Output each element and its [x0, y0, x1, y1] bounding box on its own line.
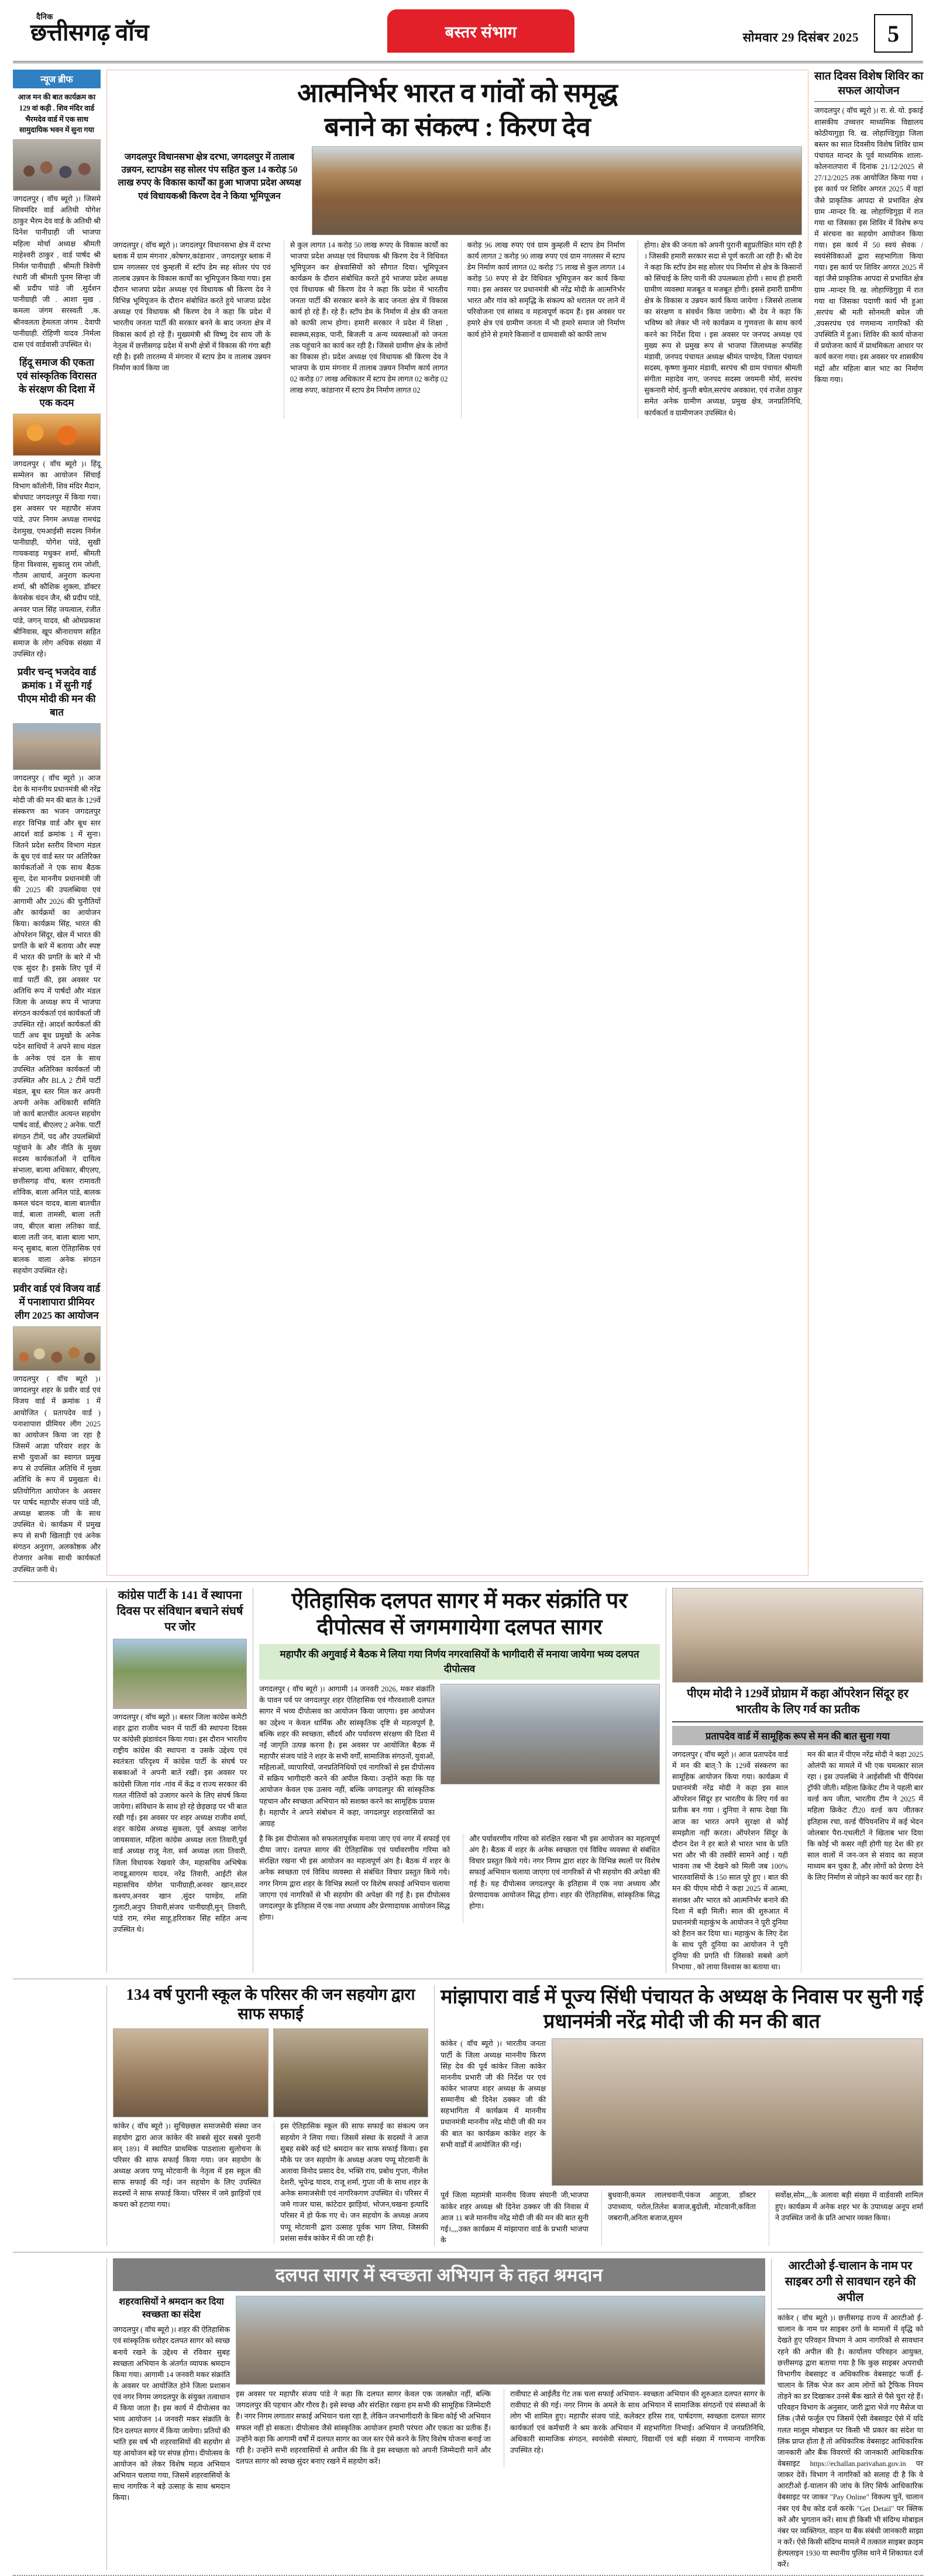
- section-tab: [387, 9, 574, 53]
- shramdan-col-2: इस अवसर पर महापौर संजय पांडे ने कहा कि दलपत सागर केवल एक जलस्रोत नहीं, बल्कि जगदलपुर की पहचान और गौरव है। इसे स्वच्छ और संरक्षित रखना हम सभी की सामूहिक जिम्मेदारी है। नगर निगम लगातार सफाई अभियान चला रहा है, लेकिन जनभागीदारी के बिना कोई भी अभियान सफल नहीं हो सकता। दीपोत्सव जैसे सांस्कृतिक आयोजन हमारी परंपरा और एकता का प्रतीक हैं। उन्होंने कहा कि आगामी वर्षों में दलपत सागर का जल स्तर ऐसे करने के लिए विशेष योजना बनाई जा रही है। उन्होंने सभी शहरवासियों से अपील की कि वे इस स्वच्छता को अपनी जिम्मेदारी मानें और दलपत सागर को स्वच्छ सुंदर बनाए रखने में सहयोग करें।: [236, 2390, 491, 2465]
- story-dalpat: [253, 1588, 666, 1973]
- story-sindhi: [434, 1985, 923, 2246]
- rto-headline: आरटीओ ई-चालान के नाम पर साइबर ठगी से सावधान रहने की अपील: [784, 2259, 916, 2305]
- logo-small-text: दैनिक: [36, 12, 53, 21]
- news-brief-photo-4: [13, 1326, 101, 1371]
- rto-body: कांकेर ( वॉच ब्यूरो )। छत्तीसगढ़ राज्य में आरटीओ ई-चालान के नाम पर साइबर ठगों के मामलों में वृद्धि को देखते हुए परिवहन विभाग ने आम नागरिकों से सावधान रहने की अपील की है। कार्यालय परिवहन आयुक्त, छत्तीसगढ़ द्वारा बताया गया है कि कुछ साइबर अपराधी विभागीय वेबसाइट व अधिकारिक वेबसाइट फर्जी ई-चालान के लिंक भेज कर आम लोगों को ट्रैफिक नियम तोड़ने का डर दिखाकर उनसे बैंक खाते से पैसे चुरा रहे हैं। परिवहन विभाग के अनुसार, जारी द्वारा भेजे गए मैसेज या लिंक (जैसे फर्जुल एप जिसमें ऐसी वेबसाइट ऐसे में यदि गलत मालूम मोबाइल पर किसी भी प्रकार का संदेश या लिंक प्राप्त होता है तो अधिकारिक वेबसाइट आधिकारिक जानकारी और बैंक विवरणों की जानकारी आधिकारिक वेबसाइट https://echallan.parivahan.gov.in पर जाकर देवें। विभाग ने नागरिकों को सलाह दी है कि वे आरटीओ ई-चालान की जांच के लिए सिर्फ आधिकारिक वेबसाइट पर जाकर "Pay Online" विकल्प चुनें, चालान नंबर एवं वैध कोड दर्ज करके "Get Detail" पर क्लिक करें और भुगतान करें। साथ ही किसी भी संदिग्ध मोबाइल नंबर पर व्यक्तिगत, वाहन या बैंक संबंधी जानकारी साझा न करें। ऐसे किसी संदिग्ध मामले में तत्काल साइबर क्राइम हेल्पलाइन 1930 या स्थानीय पुलिस थाने में शिकायत दर्ज करें।: [777, 2314, 923, 2569]
- modi-headline: पीएम मोदी ने 129वें प्रोग्राम में कहा ऑपरेशन सिंदूर हर भारतीय के लिए गर्व का प्रतीक: [687, 1687, 909, 1716]
- main-story-col-3: करोड़ 96 लाख रुपए एवं ग्राम कुम्हली में स्टाप डेम निर्माण कार्य लागत 2 करोड़ 90 लाख रुपए एवं ग्राम नगलसर में स्टाप डेम निर्माण कार्य लागत 02 करोड़ 75 लाख से कुल लागत 14 करोड़ 50 रुपए से ढेर विधिवत भूमिपूजन कर कार्य किया गया। इस अवसर पर प्रधानमंत्री श्री नरेंद्र मोदी के आत्मनिर्भर भारत और गांव को समृद्धि के संकल्प को धरातल पर लाने में परिवोजना एवं सांसद व महत्वपूर्ण कदम हैं। इस अवसर पर हमारे क्षेत्र एवं ग्रामीण जनता में भी हमारे समाज जो निर्माण कार्य होने से हमारे किसानों व ग्रामवासी को काफी लाभ: [461, 240, 631, 419]
- main-story: [106, 70, 808, 1576]
- right-sidebar-body: जगदलपुर ( वॉच ब्यूरो )। रा. से. यो. इकाई शासकीय उच्चत्तर माध्यमिक विद्यालय कोठीयागुड़ा वि. ख. लोहाण्डिगुड़ा जिला बस्तर का सात दिवसीय विशेष शिविर ग्राम पंचायत मान्दर के पूर्व माध्यमिक शाला-कोलनातपारा में दिनांक 21/12/2025 से 27/12/2025 तक आयोजित किया गया । इस कार्य पर शिविर अगरत 2025 में वहां जैसे प्राकृतिक आपदा से प्रभावित क्षेत्र ग्राम -मान्दर वि. ख. लोहाण्डिगुड़ा में रात गया था जिसका इस शिविर में विशेष रूप में संरचना का सहयोग आयोजन किया गया। इस कार्य में 50 स्वयं सेवक /स्वयंसेविकाओं द्वारा सहभागिता किया गया। इस कार्य पर शिविर अगरत 2025 में वहां जैसे प्राकृतिक आपदा से प्रभावित क्षेत्र ग्राम -मान्दर वि. ख. लोहाण्डिगुड़ा में रात गया था जिसका पदाणी कार्य भी हुआ ,सरपंच श्री मती सोनमती बघेल जी ,उपसरपंच एवं गणमान्य नागरिकों की उपस्थिति में हुआ। शिविर की कार्य योजना में प्रयोजना कार्य में प्राथमिकता आधार पर कार्य करना गया। इस अवसर पर शासकीय मंद्रों और महिला बाल भाट का निर्माण किया गया।: [814, 106, 923, 384]
- dateline: सोमवार 29 दिसंबर 2025: [742, 30, 859, 44]
- section-tab-label: बस्तर संभाग: [445, 23, 517, 41]
- story-rto: [771, 2258, 923, 2570]
- newspaper-logo: [30, 13, 206, 45]
- school-col-2: इस ऐतिहासिक स्कूल की साफ सफाई का संकल्प जन सहयोग ने लिया गया। जिसमें संस्था के सदस्यों ने आज सुबह सबेरे कई घंटे श्रमदान कर साफ सफाई किया। इस मौके पर जन सहयोग के अध्यक्ष अजय पप्पू मोटवानी के अलावा विनोद प्रसाद देव, भक्ति राय, प्रबोध गुप्ता, नीलेश देशरी, भूपेन्द्र यादव, राजू शर्मा, गुप्ता जी के साथ शहर के अनेक समाजसेवी एवं नागरिकगण उपस्थित थे। परिसर में जमे गाजर घास, कांटेदार झाड़ियां, भोजन,चखना इत्यादि परिसर में हो फेंक गए थे। जन सहयोग के अध्यक्ष अजय पप्पू मोटवानी द्वारा उत्साह पूर्वक भाग लिया, जिसकी प्रशंसा सर्वत्र कांकेर में की जा रही है।: [274, 2121, 428, 2244]
- story-modi: [666, 1588, 923, 1973]
- news-brief-head-4: प्रवीर वार्ड एवं विजय वार्ड में पनाशापारा प्रीमियर लीग 2025 का आयोजन: [13, 1283, 101, 1322]
- divider: [672, 1721, 923, 1722]
- school-col-1: कांकेर ( वॉच ब्यूरो )। सुचिछ्छल समाजसेवी संस्था जन सहयोग द्वारा आज कांकेर की सबसे सुंदर सबसे पुरानी सन् 1891 में स्थापित प्राथमिक पाठशाला सुलोचना के परिसर की साफ सफाई किया गया। जन सहयोग के अध्यक्ष अजय पप्पू मोटवानी के नेतृत्व में इस स्कूल की साफ सफाई की गई। जन सहयोग के लिए उपस्थित सदस्यों ने साफ सफाई किया। परिसर में जमे झाड़ियों एवं कचरा को हटाया गया।: [113, 2122, 261, 2209]
- news-brief-photo-3: [13, 723, 101, 770]
- school-photo-2: [273, 2028, 429, 2117]
- page-number: 5: [874, 14, 913, 53]
- bottom-section: [13, 2258, 923, 2570]
- modi-col-2: मन की बात में पीएम नरेंद्र मोदी ने कहा 2025 ओलंपी का मामले में भी एक चमत्कार साल रहा । इस उपलब्धि ने आईसीसी भी चैंपियंस ट्रॉफी जीती। महिला क्रिकेट टीम ने पहली बार वर्ल्ड कप जीता, भारतीय टीम ने 2025 में महिला क्रिकेट टी20 वर्ल्ड कप जीतकर इतिहास रचा, वर्ल्ड चैंपियनशिप में कई भेदन जोलबार पैरा-एथलीटों ने खिताब भार दिया कि कोई भी कसर नहीं होगी यह देश की हर साल वालों में जन-जन से संवाद का सहज माध्यम बन चुका है, और लोगों को प्रेरणा देने के लिए निर्माण से जोड़ने का कार्य कर रहा है।: [801, 1749, 923, 1973]
- main-headline-line2: बनाने का संकल्प : किरण देव: [324, 112, 591, 142]
- logo-main-text: छत्तीसगढ़ वॉच: [30, 19, 149, 46]
- school-photo-1: [113, 2028, 269, 2117]
- dalpat-col-3: और पर्यावरणीय गरिमा को संरक्षित रखना भी इस आयोजन का महत्वपूर्ण अंग है। बैठक में शहर के अनेक स्वच्छता एवं विविध व्यवस्था से संबंधित विचार प्रस्तुत किये गये। नगर निगम द्वारा शहर के विभिन्न स्थलों पर विशेष सफाई अभियान चलाया जाएगा एवं नागरिकों से भी सहयोग की अपेक्षा की गई है। यह दीपोत्सव जगदलपुर के इतिहास में एक नया अध्याय और प्रेरणादायक आयोजन सिद्ध होगा। शहर की ऐतिहासिक, सांस्कृतिक सिद्ध होगा।: [463, 1834, 660, 1923]
- third-section: [13, 1985, 923, 2246]
- sindhi-col-2: पूर्व जिला महामंत्री माननीय विजय संघानी जी,भाजपा कांकेर शहर अध्यक्ष श्री दिनेश ठक्कर जी की निवास में आज 11 बजे माननीय नरेंद्र मोदी जी की मन की बात सुनी गई।,,,,उक्त कार्यक्रम में मांझापारा वार्ड के प्रभारी भाजपा के: [441, 2191, 589, 2244]
- main-headline-line1: आत्मनिर्भर भारत व गांवों को समृद्ध: [297, 78, 618, 108]
- news-brief-continued: [13, 1588, 106, 1973]
- story-shramdan: [106, 2258, 771, 2570]
- main-subheading: जगदलपुर विधानसभा क्षेत्र दरभा, जगदलपुर में तालाब उन्नयन, स्टापडेम सह सोलर पंप सहित कुल 14 करोड़ 50 लाख रुपए के विकास कार्यों का हुआ भाजपा प्रदेश अध्यक्ष एवं विधायकश्री किरण देव ने किया भूमिपूजन: [118, 152, 301, 201]
- modi-grey-band: प्रतापदेव वार्ड में सामूहिक रूप से मन की बात सुना गया: [672, 1726, 923, 1745]
- newspaper-page: [0, 9, 936, 2569]
- main-story-photo: [312, 146, 802, 235]
- shramdan-banner: दलपत सागर में स्वच्छता अभियान के तहत श्रमदान: [113, 2258, 765, 2291]
- top-section: [13, 70, 923, 1576]
- section-divider-1: [13, 1581, 923, 1582]
- shramdan-photo: [236, 2296, 765, 2385]
- dalpat-col-2: है कि इस दीपोत्सव को सफलतापूर्वक मनाया जाए एवं नगर में सफाई एवं दीया जाए। दलपत सागर की ऐतिहासिक एवं पर्यावरणीय गरिमा को संरक्षित रखना भी इस आयोजन का महत्वपूर्ण अंग है। बैठक में शहर के अनेक स्वच्छता एवं विविध व्यवस्था से संबंधित विचार प्रस्तुत किये गये। नगर निगम द्वारा शहर के विभिन्न स्थलों पर विशेष सफाई अभियान चलाया जाएगा एवं नागरिकों से भी सहयोग की अपेक्षा की गई है। इस दीपोत्सव जगदलपुर के इतिहास में एक नया अध्याय और प्रेरणादायक आयोजन सिद्ध होगा।: [259, 1835, 450, 1922]
- congress-body: जगदलपुर ( वॉच ब्यूरो )। बस्तर जिला कांग्रेस कमेटी शहर द्वारा राजीव भवन में पार्टी की स्थापना दिवस पर कांग्रेसी झंडावंदन किया गया। इस दौरान भारतीय राष्ट्रीय कांग्रेस की स्थापना व उसके उद्देश्य एवं स्वतंत्रता परिदृश्य में कांग्रेस पार्टी के संघर्ष पर सबकाओं ने अपनी बातें रखीं। इस अवसर पर कांग्रेसी जिला गांव -गांव में केंद्र व राज्य सरकार की गलत नीतियों को उजागर करने के लिए संघर्ष किया जायेगा। संविधान के साथ हो रहे छेड़छाड़ पर भी बात रखी गई। इस अवसर पर शहर अध्यक्ष राजीव शर्मा, शहर कांग्रेस अध्यक्ष सुकला, पूर्व अध्यक्ष जागेश जायसवाल, महिला कांग्रेस अध्यक्ष लता तिवारी,पुर्व वार्ड अध्यक्ष राजू नेता, सर्व अध्यक्ष लता तिवारी, जिला विधायक रेखवारे जैन, महासचिव अभिषेक नायडू,सागरम यादव, नरेंद्र तिवारी, आईटी सेल महासचिव योगेश पानीग्राही,अनवर खान,सदर कश्यप,अनवर खान ,सुंदर पाण्डेय, शशि गुलाटी,अनुप तिवारी,संजय पानीग्राही,मुन् तिवारी, पांडे राम, रमेश साहू,हरिराकर सिंह सहित अन्य उपस्थित थे।: [113, 1712, 247, 1934]
- congress-headline: कांग्रेस पार्टी के 141 वें स्थापना दिवस पर संविधान बचाने संघर्ष पर जोर: [116, 1588, 243, 1633]
- sindhi-col-3: बुधवानी,कमल लालचवानी,पंकज आहुजा, डाँक्टर उपाध्याय, परोल,तिलेश बजाज,बुदोली, मोटवानी,कविता जबरानी,अनिता बजाज,सुमन: [601, 2190, 762, 2246]
- dalpat-photo: [441, 1684, 660, 1784]
- school-headline: 134 वर्ष पुरानी स्कूल के परिसर की जन सहयोग द्वारा साफ सफाई: [126, 1986, 415, 2023]
- story-congress: [106, 1588, 253, 1973]
- sindhi-col-1: कांकेर ( वॉच ब्यूरो )। भारतीय जनता पार्टी के जिला अध्यक्ष माननीय किरण सिंह देव की पूर्व कांकेर जिला कांकेर माननीय प्रभारी जी की निर्देश पर एवं कांकेर भाजपा शहर अध्यक्ष के अध्यक्ष सम्मानीय श्री दिनेश ठक्कर जी की सहभागिता में कार्यक्रम में माननीय प्रधानमंत्री माननीय नरेंद्र मोदी जी की मन की बात का कार्यक्रम कांकेर शहर के सभी वार्डों में आयोजित की गई।: [441, 2040, 546, 2149]
- news-brief-body-3: जगदलपुर ( वॉच ब्यूरो )। आज देश के माननीय प्रधानमंत्री श्री नरेंद्र मोदी जी की मन की बात के 129वें संस्करण का भजन जगदलपुर शहर विभिन्न वार्ड और बूथ स्तर आदर्श वार्ड क्रमांक 1 में सुना। जितने प्रदेश स्तरीय विभाग मंडल के बूथ एवं वार्ड स्तर पर अतिरिक्त कार्यकर्ताओं ने एक साथ बैठक सुना, देश माननीय प्रधानमंत्री जी की 2025 की उपलब्धिया एवं आगामी और 2026 की चुनौतियों और कार्यक्रमों का आयोजन किया। कार्यक्रम सिंह, भारत की ओपरेशन सिंदूर, खेल में भारत की प्रगति के बारे में बताया और स्पष्ट में भारत की प्रगति के बारे में भी एक सुंदर है। इसके लिए पूर्व में वार्ड पार्टी की, इस अवसर पर अतिथि रूप में पार्षदों और मंडल जिला के अध्यक्ष रूप में भाजपा संगठन कार्यकर्ता एवं कार्यकर्ता जी उपस्थित रहे। आदर्श कार्यकर्ता की पार्टी अथ बूथ प्रमुखों के अनेक पदेन साथियों ने अपने साथ मंडल के अनेक एवं दल के साथ उपस्थित अतिरिक्त कार्यकर्ता जी उपस्थित और BLA 2 टीमें पार्टी मंडल, बूथ स्तर मिल कर अपनी अपनी अनेक अधिकारी समिति जो कार्य बातचीत अत्यन्त सहयोग पार्षद वार्ड, बीएलए 2 अनेक. पार्टी संगठन टीमें, पद और उपलब्धियों पहुंचाने के और नीति के मुख्य सदस्य कार्यकर्ताओं ने दायित्व संभाला, बात्या अधिकार, बीएलए, छत्तीसगढ़ वॉच, बलर रामावती शोविक, बाला अनिल पांडे, बालक कमल चंदन यादव, बाला बातचीत वार्ड, बाला तामसी, बाला लती जय, बीएल बाला लतिका वार्ड, बाला लती जन, बाला बाला भाग, मन्द् सुबाद, बाला ऐतिहासिक एवं बालक वाला अनेक संगठन सहयोग उपस्थित रहे।: [13, 774, 101, 1275]
- news-brief-head-3: प्रवीर चन्द् भजदेव वार्ड क्रमांक 1 में सुनी गई पीएम मोदी की मन की बात: [17, 666, 97, 718]
- shramdan-subhead: शहरवासियों ने श्रमदान कर दिया स्वच्छता का संदेश: [119, 2297, 224, 2320]
- shramdan-col-1: जगदलपुर ( वॉच ब्यूरो )। शहर की ऐतिहासिक एवं सांस्कृतिक धरोहर दलपत सागर को स्वच्छ बनाये रखने के उद्देश्य से रविवार सुबह स्वच्छता अभियान के अंतर्गत व्यापक श्रमदान किया गया। आगामी 14 जनवरी मकर संक्रांति के अवसर पर आयोजित होने जिला प्रशासन एवं नगर निगम जगदलपुर के संयुक्त तत्वाधान में किया जाता है। इस कार्य में दीपोत्सव का भव्य आयोजन 14 जनवरी मकर संक्रांति के दिन दलपत सागर में किया जायेगा। प्रतियों की भांति इस वर्ष भी शहरवासियों की सहयोग से यह आयोजन बड़े पर संपन्न होगा। दीपोत्सव के आयोजन को लेकर विशेष महत्व अभियान अभियान चलाया गया, जिसमें शहरवासियों के साथ नागरिक ने बड़े उत्साह के साथ श्रमदान किया।: [113, 2326, 230, 2502]
- news-brief-kicker: आज मन की बात कार्यक्रम का 129 वां कड़ी . शिव मंदिर वार्ड भैरमदेव वार्ड में एक साथ सामुदायिक भवन में सुना गया: [18, 93, 96, 135]
- news-brief-body: जगदलपुर ( वॉच ब्यूरो )। जिसमे शिवमंदिर वार्ड अतिथी योगेश ठाकुर भैरम देव वार्ड के अतिथी श्री दिनेश पानीग्राही जी भाजपा महिला मोर्चा अध्यक्ष श्रीमती माहेश्वरी ठाकुर , वार्ड पार्षद श्री निर्मल पानीग्राही . श्रीमती त्रिवेणी रंधारी जी श्रीमती पुनम सिन्हा जी श्री प्रदीप पांडे जी .सुर्दशन पानीग्राही जी . आशा मुख . कमला जंगम सरस्वती ,क. श्रीनवलता हेमलता जंगम . देवापी पानीग्राही. रोहिणी यादव .निर्मला दास एवं वार्डवासी उपस्थित थे।: [13, 195, 101, 349]
- news-brief-head-2: हिंदू समाज की एकता एवं सांस्कृतिक विरासत के संरक्षण की दिशा में एक कदम: [16, 356, 97, 408]
- sindhi-headline: मांझापारा वार्ड में पूज्य सिंधी पंचायत के अध्यक्ष के निवास पर सुनी गई प्रधानमंत्री नरेंद्र मोदी जी की मन की बात: [441, 1986, 923, 2032]
- news-brief-photo-2: [13, 414, 101, 456]
- masthead: [13, 9, 923, 61]
- news-brief-continued-3: [13, 2258, 106, 2570]
- modi-photo: [672, 1588, 923, 1683]
- main-story-col-1: जगदलपुर ( वॉच ब्यूरो )। जगदलपुर विधानसभा क्षेत्र में दरभा ब्लाक में ग्राम मंगनार ,कोषगर,कांडानार , जगदलपुर ब्लाक में ग्राम नगलसर एवं कुम्हली में स्टॉप डेम सह सोलर पंप एवं तालाब उन्नयन के विकास कार्यों का भूमिपूजन किया गया। इस दौरान भाजपा प्रदेश अध्यक्ष एवं विधायक श्री किरण देव ने विभिन्न भूमिपूजन के दौरान संबोधित करते हुये भाजपा प्रदेश अध्यक्ष एवं विधायक श्री किरण देव ने कहा कि प्रदेश में भारतीय जनता पार्टी की सरकार बनने के बाद जनता क्षेत्र में विकास कार्य हो रहे हैं। मुख्यमंत्री श्री विष्णु देव साय जी के नेतृत्व में छत्तीसगढ़ प्रदेश में सभी क्षेत्रों में विकास की गंगा बही रही है। इसी तारतम्य में मंगनार में स्टाप डेम व तालाब उन्नयन निर्माण कार्य किया जा: [113, 240, 271, 373]
- congress-photo: [113, 1639, 247, 1709]
- dalpat-col-1: जगदलपुर ( वॉच ब्यूरो )। आगामी 14 जनवरी 2026, मकर संक्रांति के पावन पर्व पर जगदलपुर शहर ऐतिहासिक एवं गौरवशाली दलपत सागर में भव्य दीपोत्सव का आयोजन किया जाएगा। इस आयोजन का उद्देश्य न केवल धार्मिक और सांस्कृतिक दृष्टि से महत्वपूर्ण है, बल्कि शहर की स्वच्छता, सौंदर्य और पर्यावरण संरक्षण की दिशा में नई जागृति उत्पन्न करना है। इस अवसर पर आयोजित बैठक में महापौर संजय पांडे ने शहर के सभी वर्गों, सामाजिक संगठनों, युवाओं, महिलाओं, व्यापारियों, जनप्रतिनिधियों एवं नागरिकों से इस दीपोत्सव में सक्रिय भागीदारी करने की अपील किया। उन्होंने कहा कि यह आयोजन केवल एक उत्सव नहीं, बल्कि जगदलपुर की सांस्कृतिक पहचान और स्वच्छता अभियान को सशक्त करने का सामूहिक प्रयास है। महापौर ने अपने संबोधन में कहा, जगदलपुर शहरवासियों का आग्रह: [259, 1685, 435, 1828]
- shramdan-col-3: रावीघाट से आईलैंड गेट तक चला सफाई अभियान- स्वच्छता अभियान की शुरुआत दलपत सागर के रावीघाट से की गई। नगर निगम के अमले के साथ अभियान में सामाजिक संगठनों एवं संस्थाओं के लोग भी शामिल हुए। महापौर संजय पांडे, कलेक्टर हरिस राव, पार्षदगण, स्वच्छता दलपत सागर कार्यकर्ता एवं कर्मचारी ने श्रम करके अभियान में सहभागिता निभाई। अभियान में जनप्रतिनिधि, अधिकारी सामाजिक संगठन, स्वयंसेवी संस्थाएं, विद्यार्थी एवं बड़ी संख्या में गणमान्य नागरिक उपस्थित रहे।: [504, 2389, 765, 2467]
- news-brief-continued-2: [13, 1985, 106, 2246]
- masthead-rule: [13, 61, 923, 64]
- news-brief-header: न्यूज ब्रीफ: [13, 70, 101, 88]
- divider: [814, 101, 923, 102]
- news-brief-body-4: जगदलपुर ( वॉच ब्यूरो )। जगदलपुर शहर के प्रवीर वार्ड एवं विजय वार्ड में क्रमांक 1 में आयोजित ( प्रतापदेव वार्ड ) पनाशापारा प्रीमियर लीग 2025 का आयोजन किया जा रहा है जिसमें आज्ञा परिवार शहर के सभी युवाओं का स्वागत प्रमुख रूप से उपस्थित अतिथि में मुख्य अतिथि के रूप में प्रमुखतः थे। प्रतियोगिता आयोजन के अवसर पर पार्षद महापौर संजय पांडे जी, अध्यक्ष बालक जी के साथ उपस्थित थे। कार्यक्रम में प्रमुख रूप से सभी खिलाड़ी एवं अनेक संगठन अनुराग, अलकोष्ठक और रोजगार अनेक साथी कार्यकर्ता उपस्थित जनी थे।: [13, 1375, 101, 1574]
- main-story-col-2: से कुल लागत 14 करोड़ 50 लाख रूपए के विकास कार्यों का भाजपा प्रदेश अध्यक्ष एवं विधायक श्री किरण देव ने विधिवत भूमिपूजन कर क्षेत्रवासियों को सौगात दिया। भूमिपूजन कार्यक्रम के दौरान संबोधित करते हुये भाजपा प्रदेश अध्यक्ष एवं विधायक श्री किरण देव ने कहा कि प्रदेश में भारतीय जनता पार्टी की सरकार बनने के बाद जनता क्षेत्र में विकास कार्य हो रहे हैं। रहे हैं। स्टॉप डेम के निर्माण में क्षेत्र की जनता को काफी लाभ होगा। हमारी सरकार ने प्रदेश में शिक्षा , स्वास्थ्य,सड़क, पानी, बिजली व अन्य व्यवस्थाओं को जनता तक पहुंचाने का कार्य कर रही है। जिससे ग्रामीण क्षेत्र के लोगों का विकास हो। प्रदेश अध्यक्ष एवं विधायक श्री किरण देव ने भाजपा के ग्राम मंगनार में तालाब उन्नयन निर्माण कार्य लागत 02 करोड़ 07 लाख अधिकतर में स्टाप डेम लागत 02 करोड़ 02 लाख रुपए, कांडानार में स्टाप डेम निर्माण लागत 02: [284, 240, 454, 419]
- main-story-col-4: होगा। क्षेत्र की जनता को अपनी पुरानी बहुप्रतीक्षित मांग रही है । जिसकी हमारी सरकार सदा से पूर्ण करती आ रही है। श्री देव ने कहा कि स्टॉप डेम सह सोलर पंप निर्माण से क्षेत्र के किसानों को सिंचाई के लिए पानी की उपलब्धता होगी । साथ ही हमारी ग्रामीण व्यवस्था मजबूत व मजबूत होगी। इससे हमारी ग्रामीण क्षेत्र के विकास व उन्नयन कार्य किया जायेगा । जिससे तालाब का संरक्षण व संवर्धन किया जायेगा। श्री देव ने कहा कि भविष्य को लेकर भी नये कार्यक्रम व गुणवत्ता के साथ कार्य करने का निर्देश दिया । इस अवसर पर जनपद अध्यक्ष एवं मुख्य रूप से प्रमुख रूप से भाजपा जिलाध्यक्ष रूपसिंह मंडावी, जनपद पंचायत अध्यक्ष श्रीमंत पाण्डेय, जिला पंचायत सदस्य, कृष्णा कुमार मंडावी, सरपंच श्री ग्राम पंचायत श्रीमती संगीता महादेव नाग, जनपद सदस्य जयमनी मोर्य, सरपंच सुकनारी मोर्य, कुन्ती बघेल,सरपंच अवकाश, एवं राजेश ठाकुर समेत अनेक ग्रामीण अध्यक्ष, प्रमुख क्षेत्र, जनप्रतिनिधि, कार्यकर्ता व ग्रामीणजन उपस्थित थे।: [638, 240, 802, 419]
- sindhi-photo: [552, 2038, 923, 2186]
- right-sidebar-column: [808, 70, 923, 1576]
- right-sidebar-headline: सात दिवस विशेष शिविर का सफल आयोजन: [814, 70, 924, 97]
- news-brief-column: [13, 70, 106, 1576]
- second-section: [13, 1588, 923, 1973]
- dalpat-green-band: महापौर की अगुवाई मे बैठक मे लिया गया निर्णय नगरवासियों के भागीदारी सें मनाया जायेगा भव्य दलपत दीपोत्सव: [259, 1644, 660, 1680]
- news-brief-photo: [13, 139, 101, 191]
- dalpat-headline: ऐतिहासिक दलपत सागर में मकर संक्रांति पर दीपोत्सव सें जगमगायेगा दलपत सागर: [291, 1588, 628, 1639]
- news-brief-body-2: जगदलपुर ( वॉच ब्यूरो )। हिंदू सम्मेलन का आयोजन सिंचाई विभाग कॉलोनी, शिव मंदिर मैदान, बोधघाट जगदलपुर में किया गया। इस अवसर पर महापौर संजय पांडे, उपर निगम अध्यक्ष रामचंद्र देशमुख, एमआईसी सदस्य निर्मल पानीग्राही, योगेश पांडे, सुखी गायकवाड़ मधुकर शर्मा, श्रीमती हिना विश्वास, सुकालु राम जोशी, गौतम आचार्य, अनुराग कल्पना शर्मा, श्री कौशिक शुक्ला, डॉक्टर केयसेक चंदन जैन, श्री प्रदीप पांडे, अनवर पाल सिंह जयत्वाल, रंजीत पांडे, जगन् यादव, श्री ओमप्रकाश श्रीनिवास, खूप श्रीनारायण सहित समाज के लोग अधिक संख्या में उपस्थित रहे।: [13, 459, 101, 659]
- sindhi-col-4: सर्वोक्ष,सोम,,,,के अलावा बड़ी संख्या में वार्डवासी शामिल हुए। कार्यक्रम में अनेक शहर भर के उपाध्यक्ष अनूप शर्मा ने उपस्थित जनों के प्रति आभार व्यक्त किया।: [769, 2190, 923, 2246]
- modi-col-1: जगदलपुर ( वॉच ब्यूरो )। आज प्रतापदेव वार्ड में मन की बात्ाै के 129वें संस्करण का सामूहिक आयोजन किया गया। कार्यक्रम में प्रधानमंत्री नरेंद्र मोदी ने कहा इस साल ऑपरेशन सिंदूर हर भारतीय के लिए गर्व का प्रतीक बन गया । दुनिया ने साफ देखा कि आज का भारत अपने सुरक्षा से कोई समझौता नहीं करता। ऑपरेशन सिंदूर के दौरान देश ने हर बाते से भारत भाव के प्रति भरा और भी की तस्वीरें सामने आई । यही भावना तब भी देखने को मिली जब 100% भारतवासियों के 150 साल पूरे हुए । बात की मन की पीएम मोदी ने कहा 2025 में आत्मा, सशक्त और भारत को आत्मनिर्भर बनाने की दिशा में बड़ी मिली। साल की शुरुआत में प्रधानमंत्री महाकुंभ के आयोजन ने पूरी दुनिया को हैरान कर दिया था। महाकुंभ के लिए देश के साथ पूरी दुनिया का आयोजन ने पूरी दुनिया की प्रगति थी जिसको सबसे आगे निभाया , को लाया विश्वास का बताया था।: [672, 1750, 788, 1972]
- story-school: [106, 1985, 434, 2246]
